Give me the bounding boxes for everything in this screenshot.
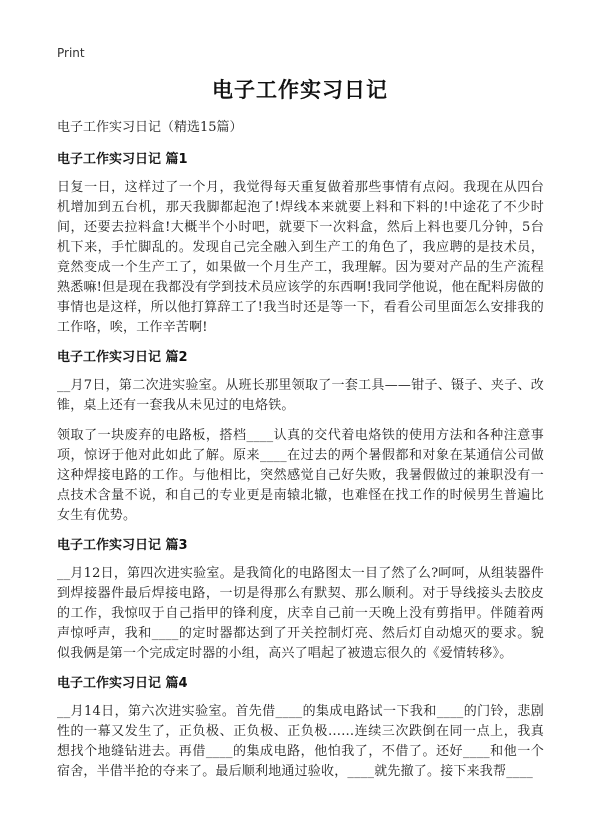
- section-paragraph: __月7日，第二次进实验室。从班长那里领取了一套工具——钳子、镊子、夹子、改锥，桌上还有一套我从未见过的电烙铁。: [57, 378, 544, 413]
- section-heading: 电子工作实习日记 篇1: [57, 152, 188, 167]
- section-paragraph: __月12日，第四次进实验室。是我简化的电路图太一目了然了么?呵呵，从组装器件到焊接器件最后焊接电路，一切是得那么有默契、那么顺利。对于导线接头去胶皮的工作，我惊叹于自己指甲的锋利度，庆幸自己前一天晚上没有剪指甲。伴随着两声惊呼声，我和____的定时器都达到了开关控制灯亮、然后灯自动熄灭的要求。貌似我俩是第一个完成定时器的小组，高兴了唱起了被遗忘很久的《爱情转移》。: [57, 566, 544, 661]
- section-3: [57, 536, 544, 664]
- document-subtitle: 电子工作实习日记（精选15篇）: [57, 120, 243, 135]
- print-link[interactable]: Print: [57, 46, 85, 60]
- document-body: [57, 118, 544, 792]
- section-2: [57, 348, 544, 526]
- section-paragraph: 领取了一块废弃的电路板，搭档____认真的交代着电烙铁的使用方法和各种注意事项，惊讶于他对此如此了解。原来____在过去的两个暑假都和对象在某通信公司做这种焊接电路的工作。与他相比，突然感觉自己好失败，我暑假做过的兼职没有一点技术含量不说，和自己的专业更是南辕北辙，也难怪在找工作的时候男生普遍比女生有优势。: [57, 428, 544, 523]
- section-paragraph: __月14日，第六次进实验室。首先借____的集成电路试一下我和____的门铃，悲剧性的一幕又发生了，正负极、正负极、正负极……连续三次跌倒在同一点上，我真想找个地缝钻进去。再借____的集成电路，他怕我了，不借了。还好____和他一个宿舍，半借半抢的夺来了。最后顺利地通过验收，____就先撤了。接下来我帮____: [57, 704, 544, 779]
- section-heading: 电子工作实习日记 篇3: [57, 538, 188, 553]
- section-paragraph: 日复一日，这样过了一个月，我觉得每天重复做着那些事情有点闷。我现在从四台机增加到五台机，那天我脚都起泡了!焊线本来就要上料和下料的!中途花了不少时间，还要去拉料盒!大概半个小时吧，就要下一次料盒，然后上料也要几分钟，5台机下来，手忙脚乱的。发现自己完全融入到生产工的角色了，我应聘的是技术员，竟然变成一个生产工了，如果做一个月生产工，我理解。因为要对产品的生产流程熟悉嘛!但是现在我都没有学到技术员应该学的东西啊!我同学他说，他在配料房做的事情也是这样，所以他打算辞工了!我当时还是等一下，看看公司里面怎么安排我的工作咯，唉，工作辛苦啊!: [57, 180, 544, 335]
- section-1: [57, 150, 544, 338]
- section-heading: 电子工作实习日记 篇2: [57, 350, 188, 365]
- page-title: 电子工作实习日记: [212, 78, 388, 102]
- section-heading: 电子工作实习日记 篇4: [57, 676, 188, 691]
- section-4: [57, 674, 544, 782]
